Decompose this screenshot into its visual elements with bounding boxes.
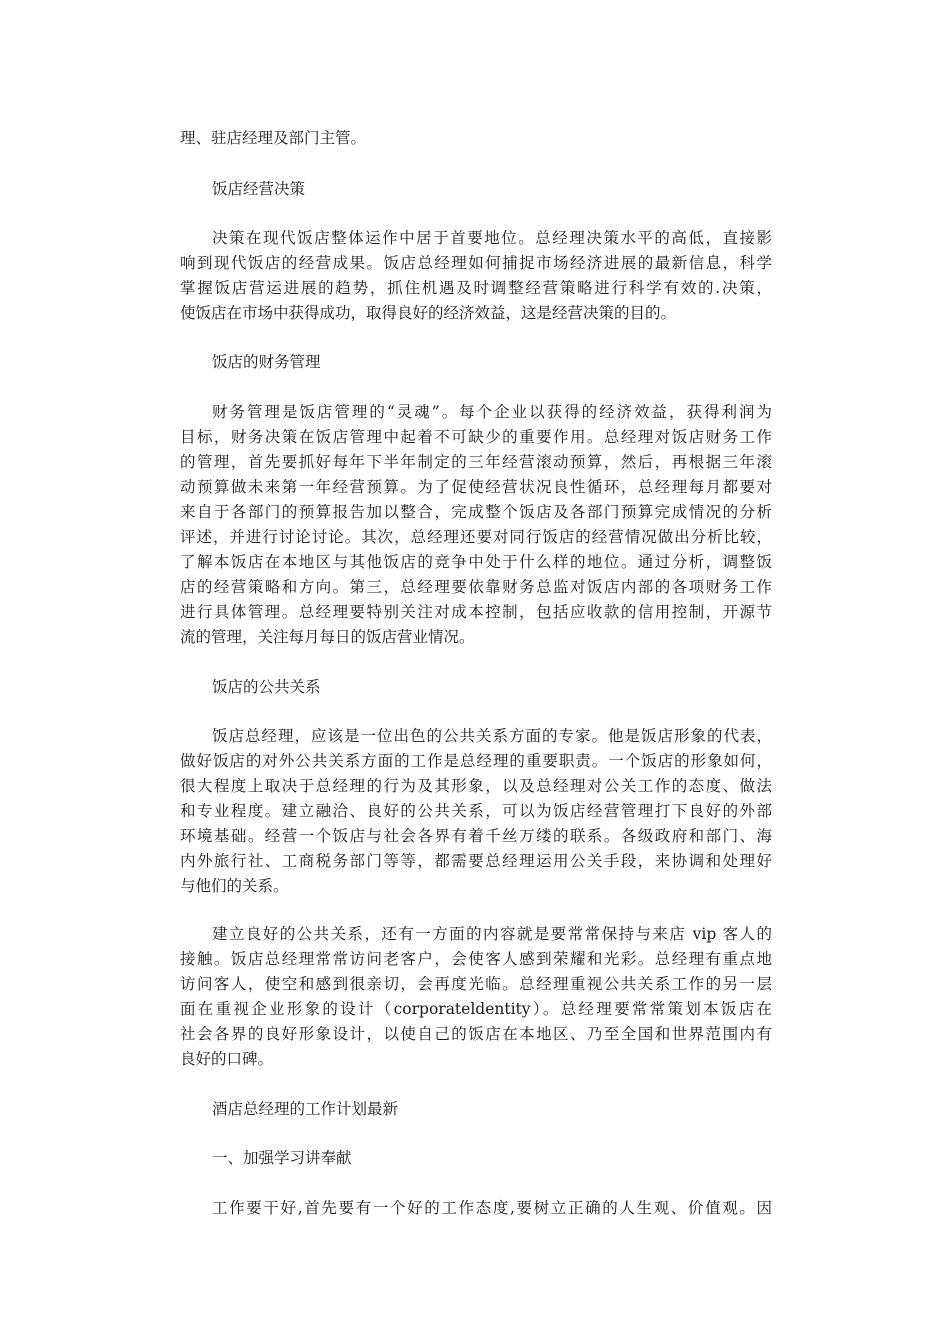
text-line: 响到现代饭店的经营成果。饭店总经理如何捕捉市场经济进展的最新信息，科学 — [180, 254, 772, 272]
text-line: 与他们的关系。 — [180, 877, 289, 895]
paragraph-continuation — [180, 126, 772, 151]
paragraph-work-attitude — [180, 1196, 772, 1221]
text-line: 面在重视企业形象的设计（corporateldentity）。总经理要常常策划本饭店在 — [180, 1000, 772, 1018]
text-line: 访问客人，使空和感到很亲切，会再度光临。总经理重视公共关系工作的另一层 — [180, 975, 772, 993]
text-line: 流的管理，关注每月每日的饭店营业情况。 — [180, 628, 475, 646]
text-line: 动预算做未来第一年经营预算。为了促使经营状况良性循环，总经理每月都要对 — [180, 478, 772, 496]
text-line: 目标，财务决策在饭店管理中起着不可缺少的重要作用。总经理对饭店财务工作 — [180, 428, 772, 446]
text-line: 了解本饭店在本地区与其他饭店的竞争中处于什么样的地位。通过分析，调整饭 — [180, 553, 772, 571]
section-heading-operations-decision: 饭店经营决策 — [212, 180, 306, 198]
text-line: 社会各界的良好形象设计，以使自己的饭店在本地区、乃至全国和世界范围内有 — [180, 1025, 772, 1043]
paragraph-vip-relations — [180, 922, 772, 1072]
text-line: 使饭店在市场中获得成功，取得良好的经济效益，这是经营决策的目的。 — [180, 304, 677, 322]
paragraph-finance — [180, 400, 772, 650]
text-line: 饭店总经理，应该是一位出色的公共关系方面的专家。他是饭店形象的代表， — [212, 727, 772, 745]
text-line: 良好的口碑。 — [180, 1050, 274, 1068]
section-heading-work-plan: 酒店总经理的工作计划最新 — [212, 1100, 399, 1118]
text-line: 很大程度上取决于总经理的行为及其形象，以及总经理对公关工作的态度、做法 — [180, 777, 772, 795]
section-heading-finance: 饭店的财务管理 — [212, 353, 321, 371]
text-line: 建立良好的公共关系，还有一方面的内容就是要常常保持与来店 vip 客人的 — [212, 925, 772, 943]
text-line: 环境基础。经营一个饭店与社会各界有着千丝万缕的联系。各级政府和部门、海 — [180, 827, 772, 845]
text-line: 和专业程度。建立融洽、良好的公共关系，可以为饭店经营管理打下良好的外部 — [180, 802, 772, 820]
text-line: 掌握饭店营运进展的趋势，抓住机遇及时调整经营策略进行科学有效的.决策， — [180, 279, 772, 297]
text-line: 内外旅行社、工商税务部门等等，都需要总经理运用公关手段，来协调和处理好 — [180, 852, 772, 870]
text-line: 评述，并进行讨论讨论。其次，总经理还要对同行饭店的经营情况做出分析比较， — [180, 528, 772, 546]
text-line: 接触。饭店总经理常常访问老客户，会使客人感到荣耀和光彩。总经理有重点地 — [180, 950, 772, 968]
text-line: 决策在现代饭店整体运作中居于首要地位。总经理决策水平的高低，直接影 — [212, 229, 772, 247]
text-line: 来自于各部门的预算报告加以整合，完成整个饭店及各部门预算完成情况的分析 — [180, 503, 772, 521]
section-heading-public-relations: 饭店的公共关系 — [212, 678, 321, 696]
text-line: 的管理，首先要抓好每年下半年制定的三年经营滚动预算，然后，再根据三年滚 — [180, 453, 772, 471]
text-line: 财务管理是饭店管理的“灵魂”。每个企业以获得的经济效益，获得利润为 — [212, 403, 772, 421]
text-line: 工作要干好,首先要有一个好的工作态度,要树立正确的人生观、价值观。因 — [212, 1199, 772, 1217]
text-line: 理、驻店经理及部门主管。 — [180, 129, 367, 147]
paragraph-decision — [180, 226, 772, 326]
section-heading-study: 一、加强学习讲奉献 — [212, 1149, 352, 1167]
text-line: 做好饭店的对外公共关系方面的工作是总经理的重要职责。一个饭店的形象如何， — [180, 752, 772, 770]
text-line: 店的经营策略和方向。第三，总经理要依靠财务总监对饭店内部的各项财务工作 — [180, 578, 772, 596]
paragraph-public-relations — [180, 724, 772, 899]
text-line: 进行具体管理。总经理要特别关注对成本控制，包括应收款的信用控制，开源节 — [180, 603, 772, 621]
